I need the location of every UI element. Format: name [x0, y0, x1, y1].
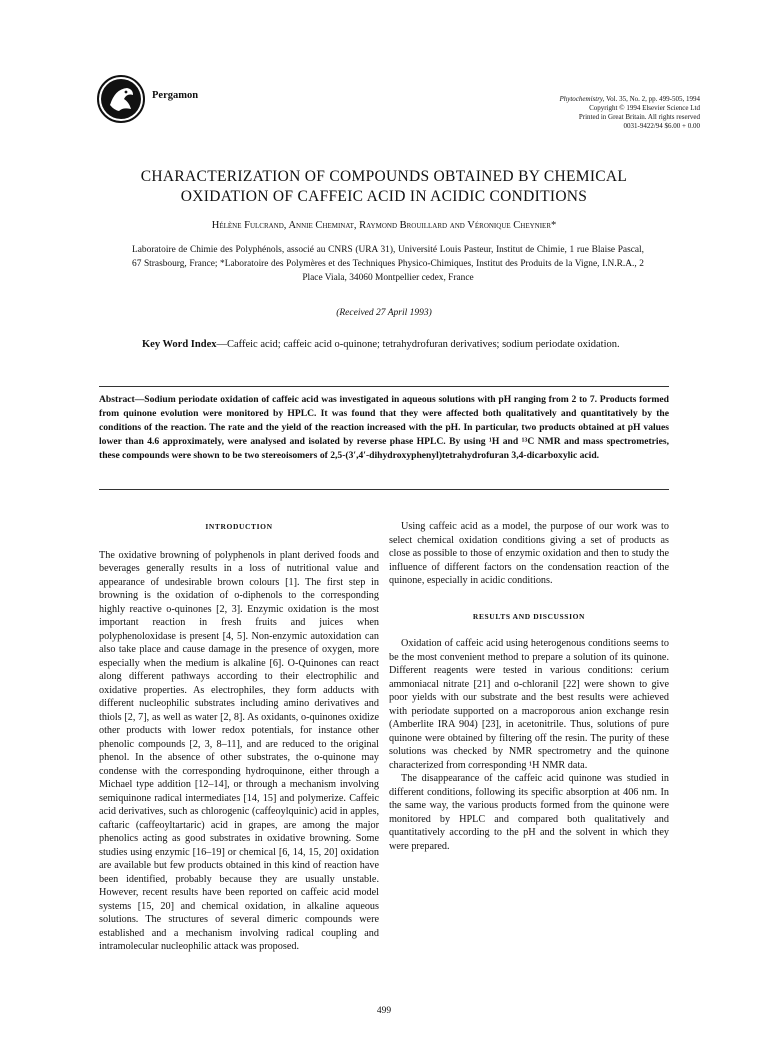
journal-name: Phytochemistry, [559, 95, 605, 103]
introduction-paragraph-2: Using caffeic acid as a model, the purpose of our work was to select chemical oxidation conditions giving a set of products as close as possible to those of enzymic oxidation and then to study the influence of different factors on the condensation reaction of the quinone, especially in acidic conditions. [389, 521, 669, 586]
abstract-label: Abstract [99, 394, 135, 405]
introduction-heading: INTRODUCTION [205, 522, 273, 531]
journal-volume-pages: Vol. 35, No. 2, pp. 499-505, 1994 [604, 95, 700, 103]
keyword-text: —Caffeic acid; caffeic acid o-quinone; tetrahydrofuran derivatives; sodium periodate oxidation. [216, 339, 620, 350]
issn-price-line: 0031-9422/94 $6.00 + 0.00 [623, 122, 700, 130]
article-title: CHARACTERIZATION OF COMPOUNDS OBTAINED BY CHEMICAL OXIDATION OF CAFFEIC ACID IN ACIDIC CONDITIONS [140, 168, 628, 205]
printed-line: Printed in Great Britain. All rights reserved [578, 113, 700, 121]
introduction-paragraph-1: The oxidative browning of polyphenols in plant derived foods and beverages generally results in a loss of nutritional value and appearance of undesirable brown colours [1]. The first step in browning is the oxidation of o-diphenols to the corresponding highly reactive o-quinones [2, 3]. Enzymic oxidation is the most important reaction in fresh fruits and juices when polyphenoloxidase is present [4, 5]. Non-enzymic autoxidation can also take place and cause damage in the presence of oxygen, more especially when the medium is alkaline [6]. O-Quinones can react along different pathways according to their electrophilic and oxidative properties. As electrophiles, they form adducts with different nucleophilic substrates including amino derivatives and thiols [2, 7], as well as water [2, 8]. As oxidants, o-quinones oxidize other products with lower redox potentials, for instance other phenolic compounds [2, 3, 8–11], and are reduced to the original phenol. In the absence of other substrates, the o-quinone may condense with the corresponding hydroquinone, either through a Michael type addition [12–14], or through a mechanism involving semiquinone radical intermediates [14, 15] and polymerize. Caffeic acid derivatives, such as chlorogenic (caffeoylquinic) acid in apples, caftaric (caffeoyltartaric) acid in grapes, are among the major phenolics acting as good substrates in oxidative browning. Some studies using enzymic [16–19] or chemical [6, 14, 15, 20] oxidation are available but few products obtained in this kind of reaction have been identified, probably because they are usually unstable. However, recent results have been reported on caffeic acid model systems [15, 20] and chemical oxidation, in alkaline aqueous solutions. The structures of several dimeric compounds were established and a mechanism involving radical coupling and intramolecular nucleophilic attack was proposed. [99, 549, 379, 952]
received-date: (Received 27 April 1993) [336, 308, 432, 318]
citation-block [559, 95, 700, 131]
results-paragraph-2: The disappearance of the caffeic acid quinone was studied in different conditions, following its specific absorption at 406 nm. In the same way, the various products formed from the quinone were monitored by HPLC and compared both qualitatively and quantitatively according to the pH and the solvent in which they were prepared. [389, 773, 669, 852]
pergamon-logo-icon [97, 75, 145, 123]
results-heading: RESULTS AND DISCUSSION [472, 611, 586, 621]
keyword-index [142, 338, 638, 352]
abstract-bottom-rule [99, 489, 669, 490]
affiliations: Laboratoire de Chimie des Polyphénols, associé au CNRS (URA 31), Université Louis Pasteur, Institut de Chimie, 1 rue Blaise Pascal, 67 Strasbourg, France; *Laboratoire des Polymères et des Techniques Physico-Chimiques, Institut des Produits de la Vigne, I.N.R.A., 2 Place Viala, 34060 Montpellier cedex, France [132, 245, 644, 283]
copyright-line: Copyright © 1994 Elsevier Science Ltd [589, 104, 700, 112]
page-number: 499 [376, 1006, 392, 1016]
right-column [389, 520, 669, 853]
publisher-name: Pergamon [152, 90, 199, 101]
left-column [99, 520, 379, 954]
author-list: Hélène Fulcrand, Annie Cheminat, Raymond Brouillard and Véronique Cheynier* [211, 220, 557, 231]
abstract-text: —Sodium periodate oxidation of caffeic acid was investigated in aqueous solutions with pH ranging from 2 to 7. Products formed from quinone evolution were monitored by HPLC. It was found that they were affected both qualitatively and quantitatively by the conditions of the reaction. The rate and the yield of the reaction increased with the pH. In particular, two products obtained at pH values lower than 4.6 approximately, were analysed and isolated by reverse phase HPLC. By using ¹H and ¹³C NMR and mass spectrometries, these compounds were shown to be two stereoisomers of 2,5-(3′,4′-dihydroxyphenyl)tetrahydrofuran 3,4-dicarboxylic acid. [99, 394, 669, 461]
abstract [99, 393, 669, 463]
abstract-top-rule [99, 386, 669, 387]
citation-line-1 [559, 95, 700, 104]
keyword-label: Key Word Index [142, 339, 217, 350]
results-paragraph-1: Oxidation of caffeic acid using heterogenous conditions seems to be the most convenient method to prepare a solution of its quinone. Different reagents were tested in various conditions: cerium ammoniacal nitrate [21] and o-chloranil [22] were shown to give poor yields with our substrate and the best results were achieved with periodate supported on a macroporous anion exchange resin (Amberlite IRA 904) [23], in acetonitrile. Thus, solutions of pure quinone were obtained by filtering off the resin. The purity of these solutions was checked by NMR spectrometry and the quinone characterized from corresponding ¹H NMR data. [389, 638, 669, 771]
